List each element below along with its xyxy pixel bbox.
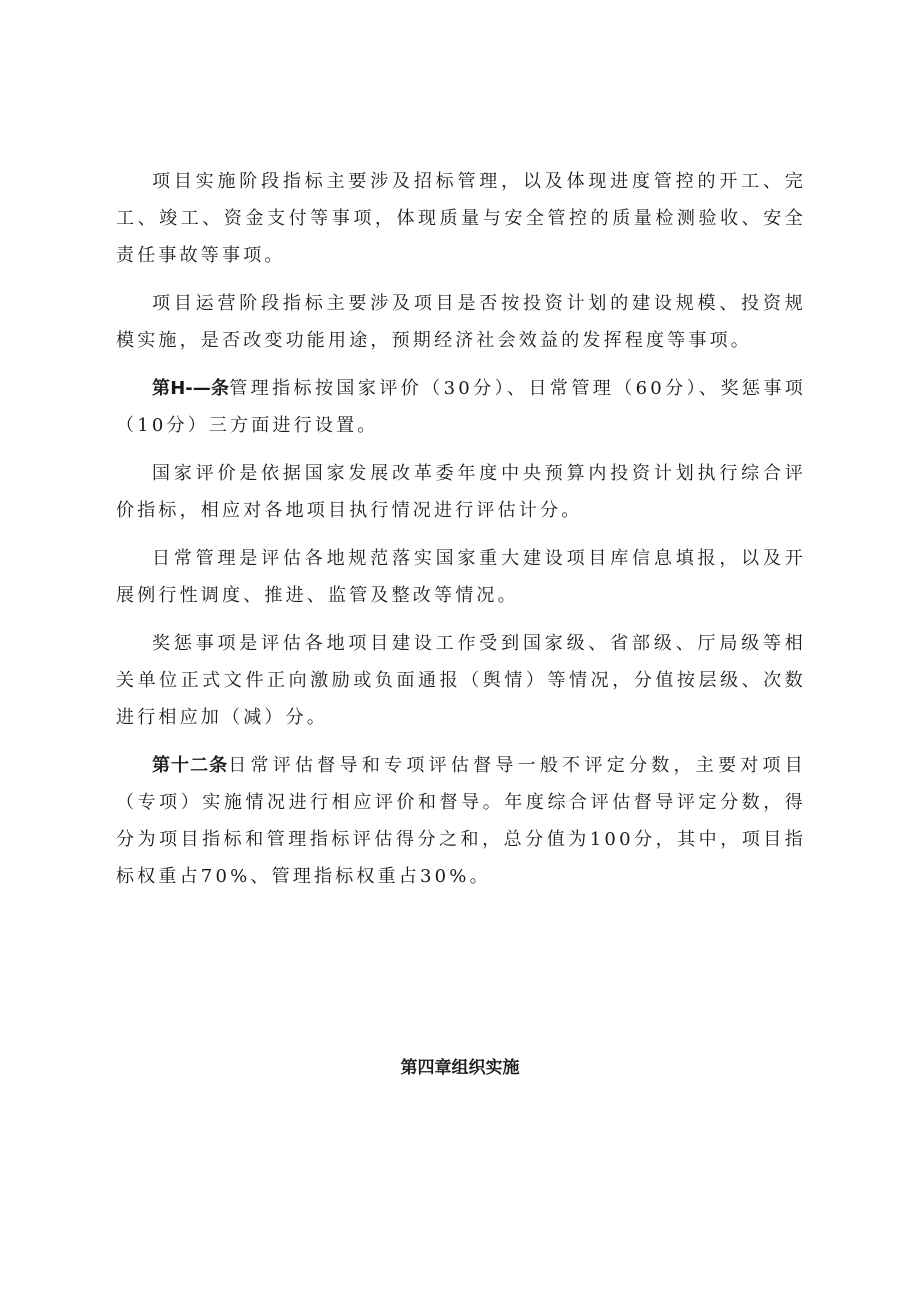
chapter-heading: 第四章组织实施 — [400, 1058, 520, 1078]
paragraph-text: 日常管理是评估各地规范落实国家重大建设项目库信息填报，以及开展例行性调度、推进、监管及整改等情况。 — [116, 548, 806, 606]
paragraph-daily-management — [116, 540, 806, 614]
article-label: 第H-—条 — [152, 378, 230, 399]
paragraph-text: 项目运营阶段指标主要涉及项目是否按投资计划的建设规模、投资规模实施，是否改变功能用途，预期经济社会效益的发挥程度等事项。 — [116, 293, 806, 351]
paragraph-national-evaluation — [116, 455, 806, 529]
paragraph-operation-stage — [116, 285, 806, 359]
paragraph-text: 奖惩事项是评估各地项目建设工作受到国家级、省部级、厅局级等相关单位正式文件正向激励或负面通报（舆情）等情况，分值按层级、次数进行相应加（减）分。 — [116, 633, 806, 728]
document-body — [116, 163, 806, 906]
paragraph-text: 项目实施阶段指标主要涉及招标管理，以及体现进度管控的开工、完工、竣工、资金支付等事项，体现质量与安全管控的质量检测验收、安全责任事故等事项。 — [116, 171, 806, 266]
paragraph-article-11 — [116, 370, 806, 444]
paragraph-rewards-penalties — [116, 625, 806, 736]
paragraph-text: 日常评估督导和专项评估督导一般不评定分数，主要对项目（专项）实施情况进行相应评价和督导。年度综合评估督导评定分数，得分为项目指标和管理指标评估得分之和，总分值为100分，其中，项目指标权重占70%、管理指标权重占30%。 — [116, 755, 806, 887]
article-label: 第十二条 — [152, 755, 229, 776]
paragraph-implementation-stage — [116, 163, 806, 274]
paragraph-text: 国家评价是依据国家发展改革委年度中央预算内投资计划执行综合评价指标，相应对各地项目执行情况进行评估计分。 — [116, 463, 806, 521]
paragraph-text: 管理指标按国家评价（30分）、日常管理（60分）、奖惩事项（10分）三方面进行设置。 — [116, 378, 806, 436]
paragraph-article-12 — [116, 747, 806, 895]
